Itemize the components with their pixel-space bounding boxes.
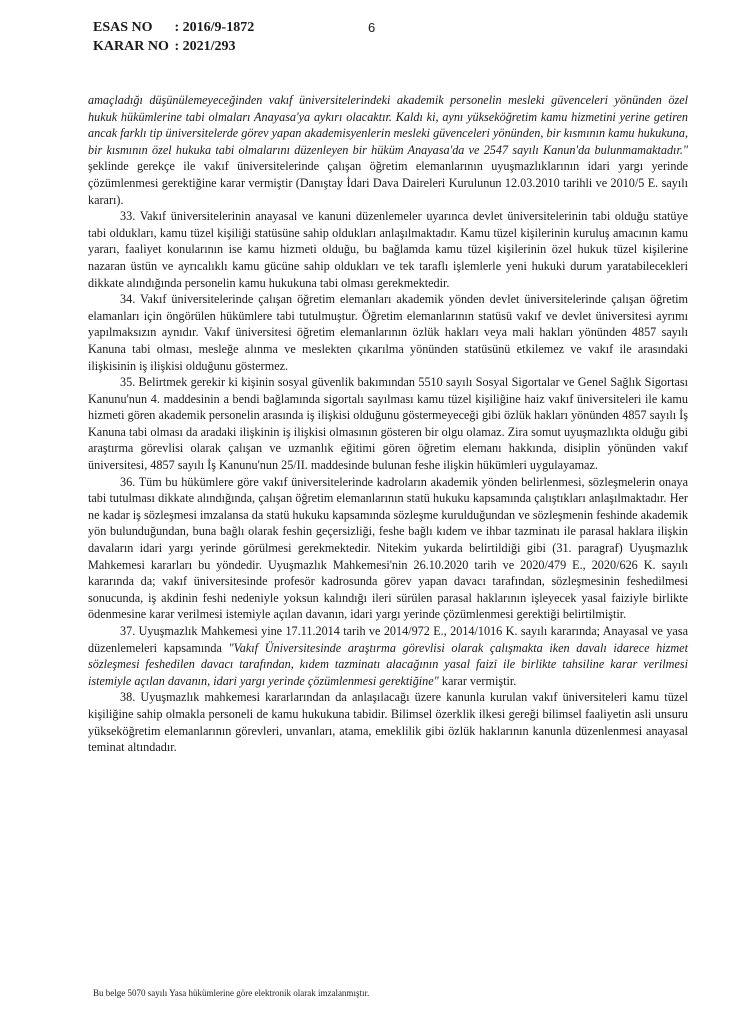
paragraph-32-continuation [88, 92, 688, 208]
document-body [88, 92, 688, 756]
paragraph-38 [88, 689, 688, 755]
paragraph-35 [88, 374, 688, 474]
paragraph-34 [88, 291, 688, 374]
esas-no-label: ESAS NO [93, 20, 153, 35]
paragraph-text: 37. Uyuşmazlık Mahkemesi yine 17.11.2014 tarih ve 2014/972 E., 2014/1016 K. sayılı kararında; Anayasal ve yasa düzenlemeleri kapsamında [88, 624, 688, 655]
esas-no-value: : 2016/9-1872 [174, 20, 255, 35]
paragraph-text: 34. Vakıf üniversitelerinde çalışan öğretim elemanları akademik yönden devlet üniversitelerinde çalışan öğretim elamanları için öngörülen hükümlere tabi tutulmuştur. Öğretim elemanlarının statüsü vakıf ve devlet üniversitesi ayrımı yapılmaksızın aynıdır. Vakıf üniversitesi öğretim elemanlarının özlük hakları veya mali hakları yönünden 4857 sayılı Kanuna tabi olması, mesleğe alınma ve meslekten çıkarılma yönünden statüsünü etkilemez ve vakıf ile arasındaki ilişkisinin iş ilişkisi olduğunu göstermez. [88, 292, 688, 373]
paragraph-text-after: karar vermiştir. [438, 673, 517, 688]
paragraph-text: 35. Belirtmek gerekir ki kişinin sosyal güvenlik bakımından 5510 sayılı Sosyal Sigortalar ve Genel Sağlık Sigortası Kanunu'nun 4. maddesinin a bendi bağlamında sigortalı sayılması kamu tüzel kişiliğine haiz vakıf üniversiteleri ile kamu hizmeti gören akademik personelin arasında iş ilişkisi olduğunu göstermeyeceği gibi özlük hakları yönünden 4857 sayılı İş Kanuna tabi olması da aradaki ilişkinin iş ilişkisi olmasının gösteren bir olgu olamaz. Zira somut uyuşmazlıkta olduğu gibi araştırma görevlisi olarak çalışan ve uzmanlık eğitimi gören öğretim elemanı hakkında, disiplin yönünden vakıf üniversitesi, 4857 sayılı İş Kanunu'nun 25/II. maddesinde bulunan feshe ilişkin hükümleri uygulayamaz. [88, 375, 688, 473]
paragraph-text: 36. Tüm bu hükümlere göre vakıf üniversitelerinde kadroların akademik yönden belirlenmesi, sözleşmelerin onaya tabi tutulması dikkate alındığında, çalışan öğretim elemanlarının statü hukuku kapsamında çalıştıkları anlaşılmaktadır. Her ne kadar iş sözleşmesi imzalansa da statü hukuku kapsamında sözleşme kurulduğundan ve sözleşmenin feshinde akademik yön bulunduğundan, buna bağlı olarak feshin geçersizliği, feshe bağlı kıdem ve ihbar tazminatı ile parasal haklara ilişkin davaların idari yargı yerinde görülmesi gerekmektedir. Nitekim yukarda belirtildiği gibi (31. paragraf) Uyuşmazlık Mahkemesi kararları bu yöndedir. Uyuşmazlık Mahkemesi'nin 26.10.2020 tarih ve 2020/479 E., 2020/626 K. sayılı kararında da; vakıf üniversitesinde profesör kadrosunda görev yapan davacı tarafından, sözleşmesinin feshedilmesi sonucunda, iş akdinin feshi nedeniyle yoksun kalındığı ileri sürülen parasal haklarının işleyecek yasal faiziyle birlikte ödenmesine karar verilmesi istemiyle açılan davanın, idari yargı yerinde çözümlenmesi gerektiği belirtilmiştir. [88, 474, 688, 622]
quoted-decision: "Vakıf Üniversitesinde araştırma görevlisi olarak çalışmakta iken davalı idarece hizmet sözleşmesi feshedilen davacı tarafından, kıdem tazminatı alacağının yasal faizi ile birlikte tahsiline karar verilmesi istemiyle açılan davanın, idari yargı yerinde çözümlenmesi gerektiğine" [88, 640, 688, 688]
e-signature-notice: Bu belge 5070 sayılı Yasa hükümlerine göre elektronik olarak imzalanmıştır. [93, 988, 370, 998]
paragraph-36 [88, 474, 688, 623]
paragraph-text: 33. Vakıf üniversitelerinin anayasal ve kanuni düzenlemeler uyarınca devlet üniversitelerinin tabi olduğu statüye tabi oldukları, kamu tüzel kişiliği statüsüne sahip oldukları anlaşılmaktadır. Kamu tüzel kişilerinin kuruluş amacının kamu yararı, faaliyet konularının ise kamu hizmeti olduğu, bu bağlamda kamu tüzel kişilerinin özel hukuk tüzel kişilerine nazaran üstün ve ayrıcalıklı kamu gücüne sahip oldukları ve tek taraflı işlemlerle yeni hukuki durum yaratabilecekleri dikkate alındığında personelin kamu hukukuna tabi olması gerekmektedir. [88, 209, 688, 290]
case-header [93, 18, 254, 56]
karar-no-row [93, 37, 254, 56]
paragraph-text: şeklinde gerekçe ile vakıf üniversitelerinde çalışan öğretim elemanlarının uyuşmazlıklarının idari yargı yerinde çözümlenmesi gerektiğine karar vermiştir (Danıştay İdari Dava Daireleri Kurulunun 12.03.2010 tarihli ve 2010/5 E. sayılı kararı). [88, 159, 688, 207]
esas-no-row [93, 18, 254, 37]
quoted-reasoning: amaçladığı düşünülemeyeceğinden vakıf üniversitelerindeki akademik personelin mesleki güvenceleri yönünden özel hukuk hükümlerine tabi olmaları Anayasa'ya aykırı olacaktır. Kaldı ki, aynı yükseköğretim kamu hizmetini yerine getiren ancak farklı tip üniversitelerde görev yapan akademisyenlerin mesleki güvenceleri yönünden, bir kısmının kamu hukukuna, bir kısmının özel hukuka tabi olmalarını düzenleyen bir hüküm Anayasa'da ve 2547 sayılı Kanun'da bulunmamaktadır." [88, 93, 688, 157]
paragraph-37 [88, 623, 688, 689]
karar-no-value: : 2021/293 [174, 39, 236, 54]
paragraph-33 [88, 208, 688, 291]
paragraph-text: 38. Uyuşmazlık mahkemesi kararlarından da anlaşılacağı üzere kanunla kurulan vakıf üniversiteleri kamu tüzel kişiliğine sahip olmakla personeli de kamu hukukuna tabidir. Bilimsel özerklik ilkesi gereği bilimsel faaliyetin asli unsuru yükseköğretim elemanlarının görevleri, unvanları, atama, emeklilik gibi özlük haklarının kanunla düzenlenmesi anayasal teminat altındadır. [88, 690, 688, 755]
page-number: 6 [368, 20, 376, 35]
karar-no-label: KARAR NO [93, 39, 169, 54]
